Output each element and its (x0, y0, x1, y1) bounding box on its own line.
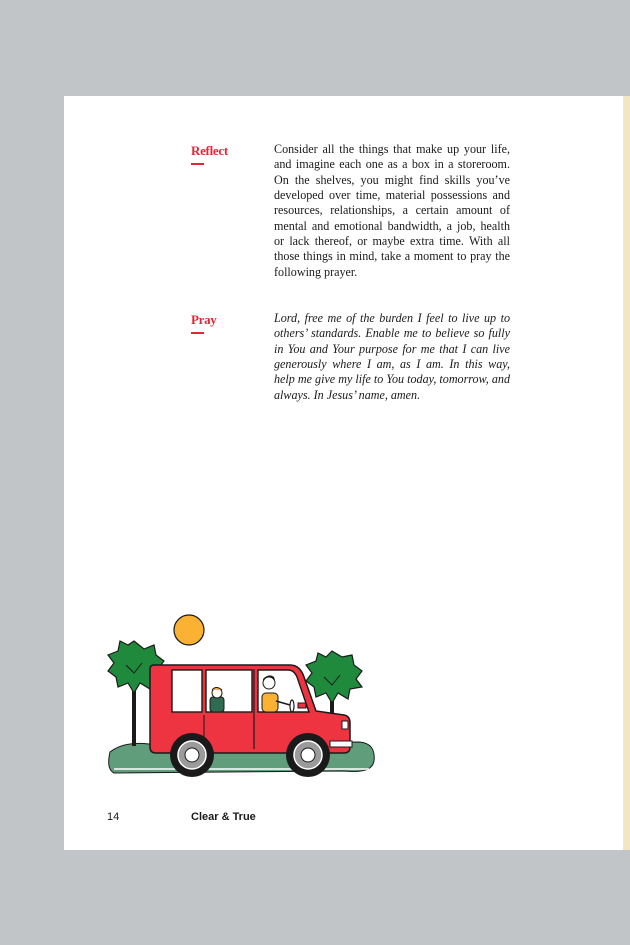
child-passenger-icon (210, 688, 224, 713)
page-number: 14 (107, 811, 120, 823)
reflect-heading-dash (191, 163, 204, 165)
book-spine-edge (623, 96, 630, 850)
reflect-paragraph: Consider all the things that make up your life, and imagine each one as a box in a storeroom. On the shelves, you might find skills you’ve developed over time, material possessions and resources, relationships, a certain amount of mental and emotional bandwidth, a job, health or lack thereof, or maybe extra time. With all those things in mind, take a moment to pray the following prayer. (274, 142, 510, 279)
front-wheel-icon (286, 733, 330, 777)
prayer-paragraph: Lord, free me of the burden I feel to live up to others’ standards. Enable me to believe so fully in You and Your purpose for me that I can live generously where I am, as I am. In this way, help me give my life to You today, tomorrow, and always. In Jesus’ name, amen. (274, 311, 510, 402)
sun-icon (174, 615, 204, 645)
rear-wheel-icon (170, 733, 214, 777)
reflect-heading: Reflect (191, 143, 228, 158)
pray-heading: Pray (191, 312, 217, 327)
book-page (64, 96, 623, 850)
pray-heading-dash (191, 332, 204, 334)
running-footer-title: Clear & True (191, 811, 256, 823)
car-illustration (104, 611, 384, 811)
